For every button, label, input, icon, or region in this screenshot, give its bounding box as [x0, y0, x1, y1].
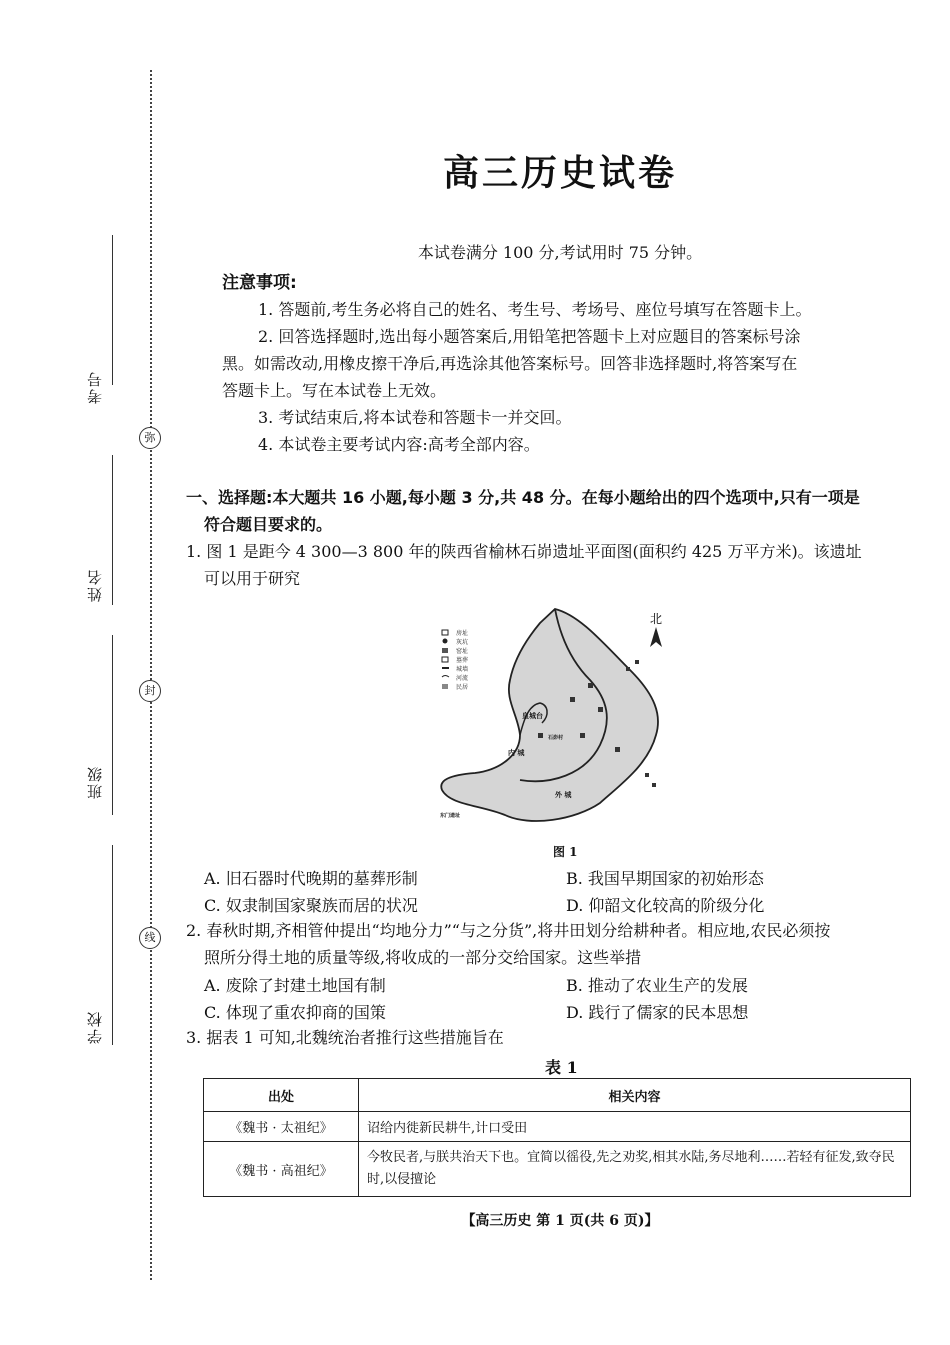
- legend-house: 房址: [456, 630, 469, 637]
- table-header-row: [204, 1079, 911, 1112]
- question-2-text: 2. 春秋时期,齐相管仲提出“均地分力”“与之分货”,将井田划分给耕种者。相应地,农民必须按: [186, 921, 831, 940]
- q2-option-a[interactable]: A. 废除了封建土地国有制: [204, 976, 386, 995]
- exam-number-label: 考号: [86, 370, 104, 404]
- legend-kiln: 窑址: [456, 648, 469, 655]
- table-cell-content: 诏给内徙新民耕牛,计口受田: [359, 1112, 911, 1142]
- notice-line-6: 4. 本试卷主要考试内容:高考全部内容。: [258, 435, 540, 454]
- class-label: 班级: [86, 765, 104, 799]
- q1-option-b[interactable]: B. 我国早期国家的初始形态: [566, 869, 764, 888]
- table-header-content: 相关内容: [359, 1079, 911, 1112]
- north-label: 北: [649, 612, 663, 626]
- section-heading: 一、选择题:本大题共 16 小题,每小题 3 分,共 48 分。在每小题给出的四个选项中,只有一项是: [186, 488, 860, 507]
- table-1-title: 表 1: [545, 1058, 578, 1077]
- q1-option-d[interactable]: D. 仰韶文化较高的阶级分化: [566, 896, 765, 915]
- seal-mark-feng: 封: [139, 680, 161, 702]
- page-footer: 【高三历史 第 1 页(共 6 页)】: [461, 1213, 659, 1229]
- table-cell-source: 《魏书 · 高祖纪》: [204, 1142, 359, 1197]
- exam-title: 高三历史试卷: [442, 153, 677, 194]
- seal-mark-xian: 线: [139, 927, 161, 949]
- table-cell-content: 今牧民者,与朕共治天下也。宜简以徭役,先之劝奖,相其水陆,务尽地利……若轻有征发,致夺民时,以侵擅论: [359, 1142, 911, 1197]
- notice-line-1: 1. 答题前,考生务必将自己的姓名、考生号、考场号、座位号填写在答题卡上。: [258, 300, 812, 319]
- q2-option-b[interactable]: B. 推动了农业生产的发展: [566, 976, 748, 995]
- palace-label: 皇城台: [522, 712, 543, 720]
- inner-city-label: 内 城: [508, 749, 525, 757]
- legend-wall: 城墙: [456, 666, 469, 673]
- legend-dwelling: 民居: [456, 684, 469, 691]
- notice-title: 注意事项:: [222, 273, 297, 293]
- question-1-text-cont: 可以用于研究: [204, 569, 301, 588]
- q1-option-a[interactable]: A. 旧石器时代晚期的墓葬形制: [204, 869, 418, 888]
- class-field-line[interactable]: [112, 635, 113, 815]
- section-heading-cont: 符合题目要求的。: [204, 515, 333, 534]
- table-row: [204, 1142, 911, 1197]
- q1-option-c[interactable]: C. 奴隶制国家聚族而居的状况: [204, 896, 418, 915]
- seal-mark-mi: 弥: [139, 427, 161, 449]
- table-row: [204, 1112, 911, 1142]
- notice-line-3: 黑。如需改动,用橡皮擦干净后,再选涂其他答案标号。回答非选择题时,将答案写在: [222, 354, 798, 373]
- site-area-shape: [441, 609, 658, 821]
- exam-subtitle: 本试卷满分 100 分,考试用时 75 分钟。: [417, 243, 703, 262]
- east-gate-label: 东门遗址: [440, 813, 461, 819]
- shimao-site-map: [430, 605, 670, 830]
- name-label: 姓名: [86, 568, 104, 602]
- notice-line-5: 3. 考试结束后,将本试卷和答题卡一并交回。: [258, 408, 572, 427]
- notice-line-2: 2. 回答选择题时,选出每小题答案后,用铅笔把答题卡上对应题目的答案标号涂: [258, 327, 801, 346]
- table-header-source: 出处: [204, 1079, 359, 1112]
- north-arrow-icon: [650, 612, 662, 647]
- village-label: 石峁村: [548, 735, 564, 741]
- q2-option-c[interactable]: C. 体现了重农抑商的国策: [204, 1003, 386, 1022]
- school-field-line[interactable]: [112, 845, 113, 1045]
- legend-river: 河流: [456, 675, 469, 682]
- figure-1-caption: 图 1: [553, 845, 578, 859]
- school-label: 学校: [86, 1010, 104, 1044]
- q2-option-d[interactable]: D. 践行了儒家的民本思想: [566, 1003, 749, 1022]
- notice-line-4: 答题卡上。写在本试卷上无效。: [222, 381, 447, 400]
- table-1: [203, 1078, 911, 1197]
- map-legend: [442, 629, 468, 691]
- outer-city-label: 外 城: [555, 791, 572, 799]
- table-cell-source: 《魏书 · 太祖纪》: [204, 1112, 359, 1142]
- legend-pit: 灰坑: [456, 639, 469, 646]
- question-2-text-cont: 照所分得土地的质量等级,将收成的一部分交给国家。这些举措: [204, 948, 642, 967]
- legend-tomb: 墓葬: [456, 657, 469, 664]
- name-field-line[interactable]: [112, 455, 113, 605]
- question-3-text: 3. 据表 1 可知,北魏统治者推行这些措施旨在: [186, 1028, 504, 1047]
- question-1-text: 1. 图 1 是距今 4 300—3 800 年的陕西省榆林石峁遗址平面图(面积约 425 万平方米)。该遗址: [186, 542, 862, 561]
